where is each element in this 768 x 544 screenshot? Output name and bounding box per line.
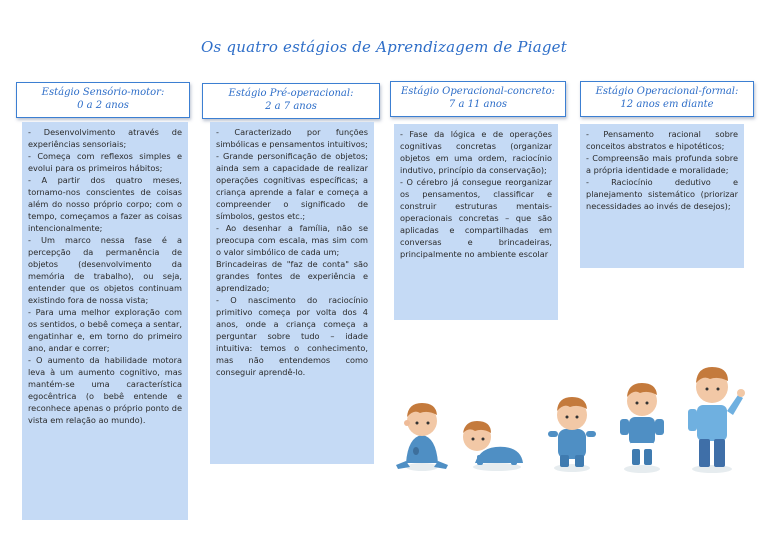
stage-3-description <box>394 124 558 320</box>
stage-3-item: - Fase da lógica e de operações cognitivas concretas (organizar objetos em uma ordem, raciocínio indutivo, princípio da conservação); <box>400 129 552 175</box>
stage-4-item: - Raciocínio dedutivo e planejamento sistemático (priorizar necessidades ao invés de desejos); <box>586 177 738 211</box>
stage-2-header-title: Estágio Pré-operacional: <box>228 88 354 99</box>
stage-1-item: - Para uma melhor exploração com os sentidos, o bebê começa a sentar, engatinhar e, em torno do primeiro ano, andar e correr; <box>28 307 182 353</box>
stage-2-item: - Caracterizado por funções simbólicas e pensamentos intuitivos; <box>216 127 368 149</box>
stage-4-header <box>580 81 754 117</box>
baby-standing-icon <box>548 397 596 472</box>
stage-1-header-age: 0 a 2 anos <box>77 100 129 111</box>
stage-1-description <box>22 122 188 520</box>
page-title: Os quatro estágios de Aprendizagem de Piaget <box>201 38 567 56</box>
stage-4-description <box>580 124 744 268</box>
stage-1-item: - Desenvolvimento através de experiências sensoriais; <box>28 127 182 149</box>
stage-1-item: - O aumento da habilidade motora leva à um aumento cognitivo, mas mantém-se uma característica egocêntrica (o bebê entende e reconhece apenas o próprio ponto de vista em relação ao mundo). <box>28 355 182 425</box>
stage-2-header <box>202 83 380 119</box>
stage-2-item: Brincadeiras de "faz de conta" são grandes fontes de experiência e aprendizado; <box>216 259 368 293</box>
stage-3-header-age: 7 a 11 anos <box>448 99 508 110</box>
stage-3-header <box>390 81 566 117</box>
stage-2-item: - O nascimento do raciocínio primitivo começa por volta dos 4 anos, onde a criança começa a perguntar sobre tudo – idade intuitiva: temos o conhecimento, mas não entendemos como conseguir aprendê-lo. <box>216 295 368 377</box>
baby-crawling-icon <box>463 421 523 471</box>
stage-1-header <box>16 82 190 118</box>
stage-2-description <box>210 122 374 464</box>
stage-4-item: - Compreensão mais profunda sobre a própria identidade e moralidade; <box>586 153 738 175</box>
stage-2-item: - Ao desenhar a família, não se preocupa com escala, mas sim com o valor simbólico de cada um; <box>216 223 368 257</box>
stage-1-item: - Começa com reflexos simples e evolui para os primeiros hábitos; <box>28 151 182 173</box>
child-waving-icon <box>688 367 745 473</box>
baby-growth-stages-illustration <box>392 355 752 475</box>
stage-4-header-title: Estágio Operacional-formal: <box>595 86 739 97</box>
baby-sitting-icon <box>396 403 448 471</box>
stage-1-header-title: Estágio Sensório-motor: <box>41 87 165 98</box>
toddler-icon <box>620 383 664 473</box>
stage-4-item: - Pensamento racional sobre conceitos abstratos e hipotéticos; <box>586 129 738 151</box>
stage-2-header-age: 2 a 7 anos <box>265 101 317 112</box>
stage-3-item: - O cérebro já consegue reorganizar os pensamentos, classificar e construir estruturas mentais-operacionais concretas – que são aplicadas e compartilhadas em conversas e brincadeiras, principalmente no ambiente escolar <box>400 177 552 259</box>
stage-3-header-title: Estágio Operacional-concreto: <box>400 86 556 97</box>
stage-4-header-age: 12 anos em diante <box>620 99 714 110</box>
stage-2-item: - Grande personificação de objetos; ainda sem a capacidade de realizar operações cognitivas específicas; a criança aprende a falar e começa a compreender o significado de símbolos, gestos etc.; <box>216 151 368 221</box>
stage-1-item: - Um marco nessa fase é a percepção da permanência de objetos (desenvolvimento da memória de trabalho), ou seja, entender que os objetos continuam existindo fora de nossa vista; <box>28 235 182 305</box>
stage-1-item: - A partir dos quatro meses, tornamo-nos conscientes de coisas além do nosso próprio corpo; com o tempo, começamos a fazer as coisas intencionalmente; <box>28 175 182 233</box>
